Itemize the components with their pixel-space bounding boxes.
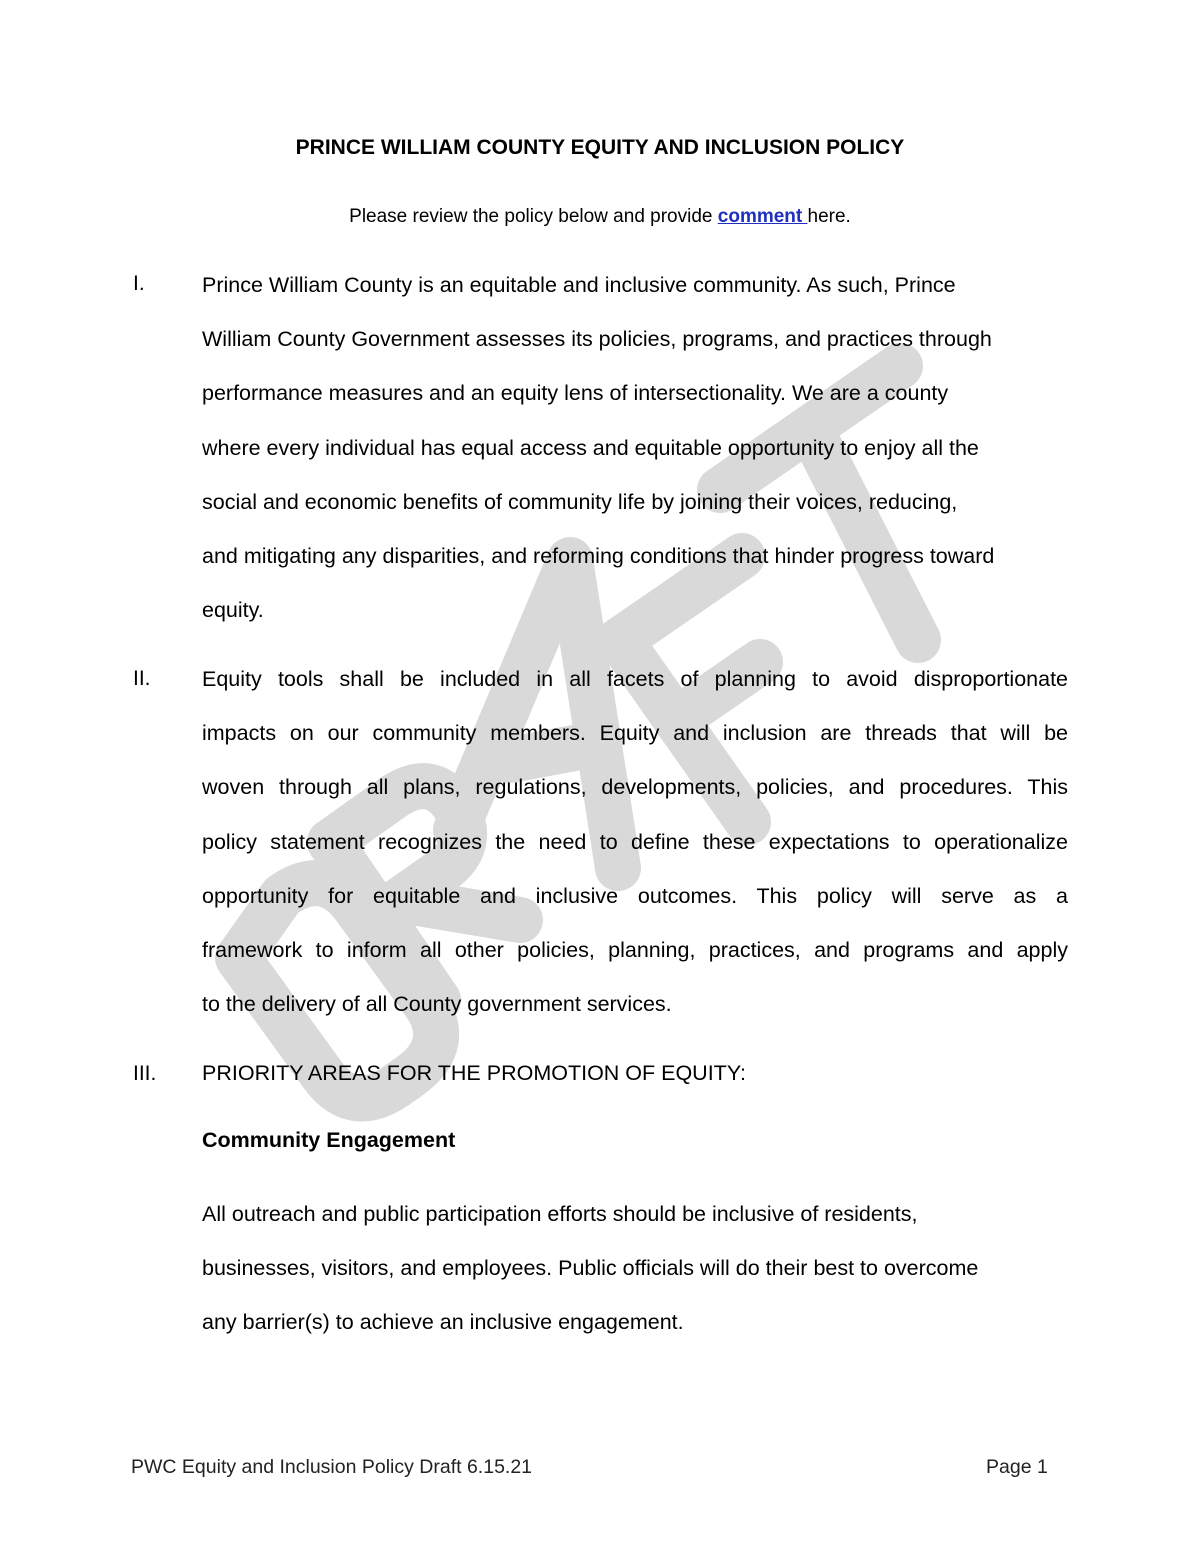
section-1-line: and mitigating any disparities, and reforming conditions that hinder progress toward <box>202 544 995 569</box>
community-engagement-paragraph <box>202 1187 1068 1350</box>
section-2-line: woven through all plans, regulations, developments, policies, and procedures. This <box>202 775 1068 800</box>
section-1-line: equity. <box>202 598 264 623</box>
section-2-line: Equity tools shall be included in all facets of planning to avoid disproportionate <box>202 667 1068 691</box>
section-2-line: framework to inform all other policies, planning, practices, and programs and apply <box>202 938 1068 963</box>
section-1-line: performance measures and an equity lens of intersectionality. We are a county <box>202 381 949 406</box>
review-instructions <box>0 206 1200 228</box>
section-2-line: policy statement recognizes the need to define these expectations to operationalize <box>202 829 1068 854</box>
section-2-line: opportunity for equitable and inclusive outcomes. This policy will serve as a <box>202 883 1068 908</box>
community-engagement-heading: Community Engagement <box>202 1128 456 1152</box>
document-title: PRINCE WILLIAM COUNTY EQUITY AND INCLUSION POLICY <box>295 136 905 159</box>
section-1-line: social and economic benefits of community life by joining their voices, reducing, <box>202 489 958 514</box>
comment-link[interactable]: comment <box>717 206 808 227</box>
footer-document-name: PWC Equity and Inclusion Policy Draft 6.15.21 <box>131 1456 533 1478</box>
community-engagement-line: any barrier(s) to achieve an inclusive engagement. <box>202 1310 684 1335</box>
section-3-heading: PRIORITY AREAS FOR THE PROMOTION OF EQUITY: <box>202 1061 746 1085</box>
community-engagement-line: businesses, visitors, and employees. Public officials will do their best to overcome <box>202 1256 979 1281</box>
community-engagement-line: All outreach and public participation efforts should be inclusive of residents, <box>202 1202 918 1226</box>
section-1-line: Prince William County is an equitable and inclusive community. As such, Prince <box>202 273 956 297</box>
section-1-line: William County Government assesses its policies, programs, and practices through <box>202 327 992 352</box>
section-2-line: impacts on our community members. Equity and inclusion are threads that will be <box>202 721 1068 746</box>
section-3-numeral: III. <box>133 1062 157 1085</box>
footer-page-number: Page 1 <box>986 1456 1048 1478</box>
intro-text-before: Please review the policy below and provide <box>349 206 718 227</box>
section-1-paragraph <box>202 258 1068 637</box>
section-2-line: to the delivery of all County government services. <box>202 992 672 1017</box>
section-1-line: where every individual has equal access and equitable opportunity to enjoy all the <box>202 435 979 460</box>
section-2-numeral: II. <box>133 667 151 690</box>
section-1-numeral: I. <box>133 272 145 295</box>
intro-text-after: here. <box>807 206 851 227</box>
section-2-paragraph <box>202 652 1068 1031</box>
